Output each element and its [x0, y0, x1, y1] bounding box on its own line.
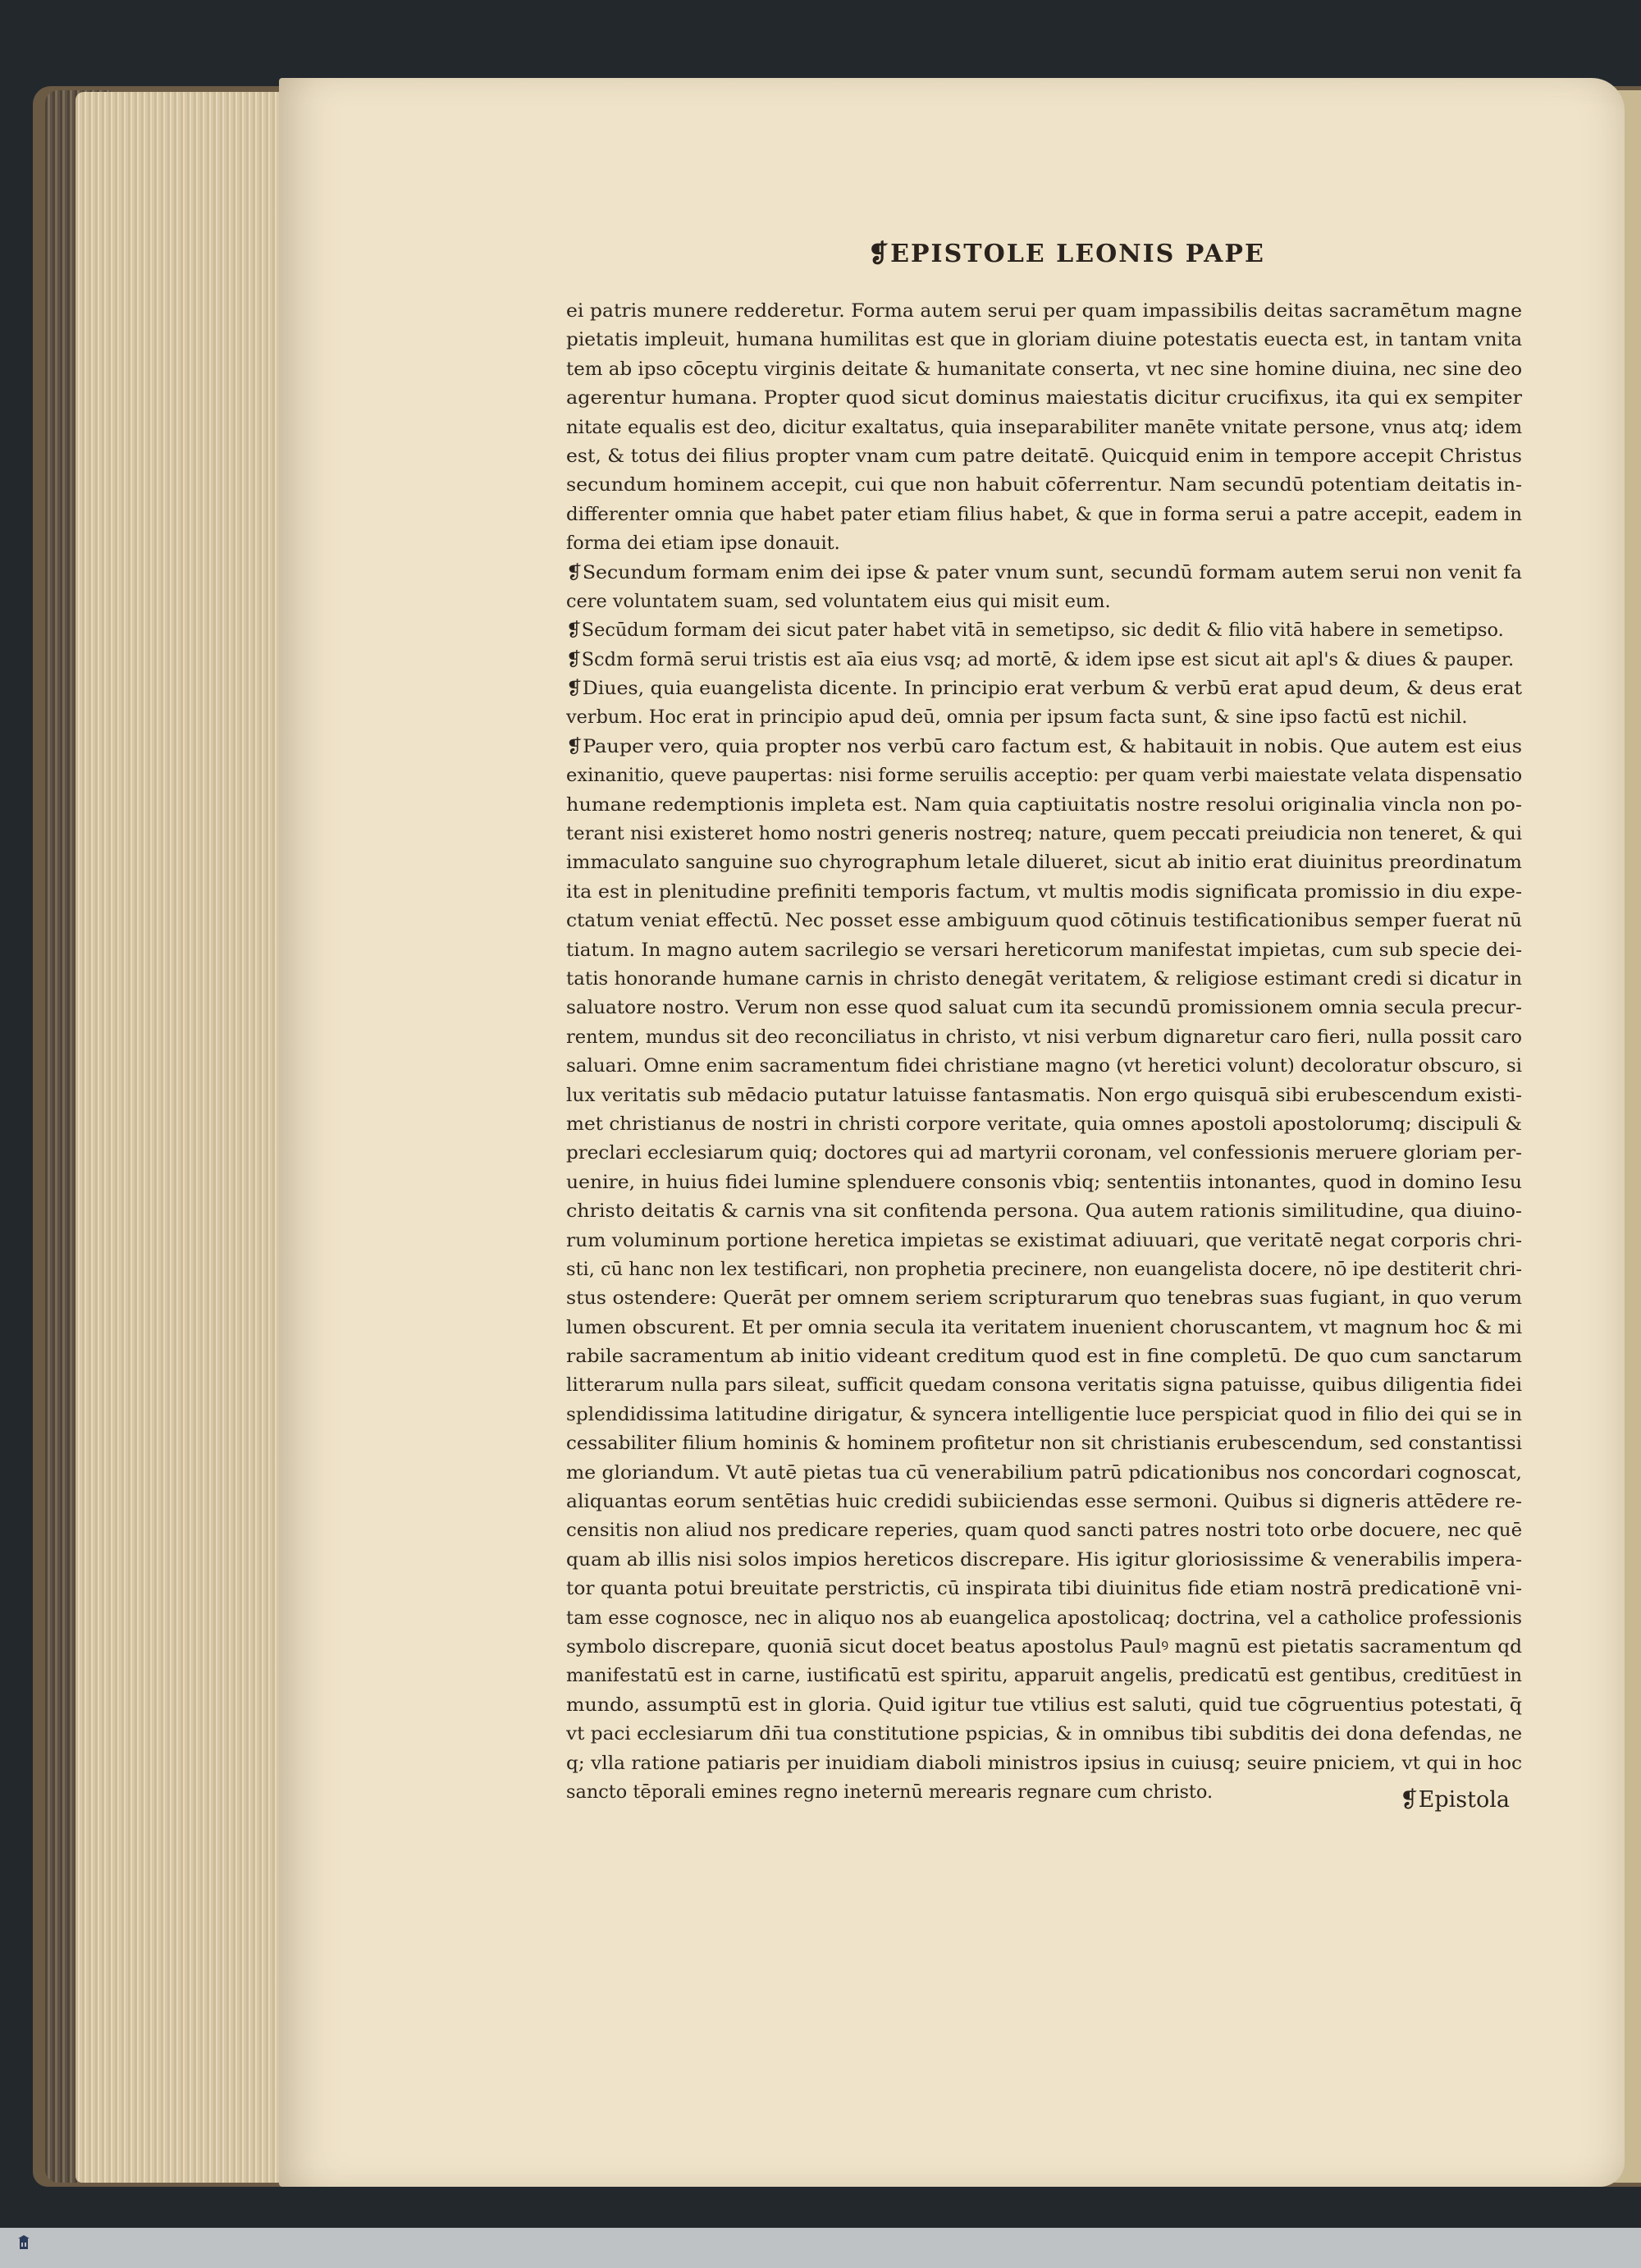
text-line: sancto tēporali emines regno ineternū merearis regnare cum christo. [566, 1781, 1214, 1803]
text-line: christo deitatis & carnis vna sit confitenda persona. Qua autem rationis similitudine, qua diuino- [566, 1200, 1522, 1223]
text-line: met christianus de nostri in christi corpore veritate, quia omnes apostoli apostolorumq; discipuli & [566, 1113, 1522, 1135]
text-line: sti, cū hanc non lex testificari, non prophetia precinere, non euangelista docere, nō ipe destiterit chri- [566, 1258, 1522, 1280]
text-line: lux veritatis sub mēdacio putatur latuisse fantasmatis. Non ergo quisquā sibi erubescendum existi- [566, 1084, 1522, 1106]
text-line: vt paci ecclesiarum dn̄i tua constitutione pspicias, & in omnibus tibi subditis dei dona defendas, ne [566, 1723, 1522, 1745]
text-line: tor quanta potui breuitate perstrictis, cū inspirata tibi diuinitus fide etiam nostrā predicationē vni- [566, 1578, 1522, 1600]
text-line: secundum hominem accepit, cui que non habuit cōferrentur. Nam secundū potentiam deitatis in- [566, 474, 1522, 496]
text-line: rum voluminum portione heretica impietas se existimat adiuuari, que veritatē negat corporis chri- [566, 1229, 1522, 1251]
text-line: mundo, assumptū est in gloria. Quid igitur tue vtilius est saluti, quid tue cōgruentius potestati, q̄ [566, 1694, 1522, 1716]
text-line: agerentur humana. Propter quod sicut dominus maiestatis dicitur crucifixus, ita qui ex sempiter [566, 387, 1522, 409]
text-line: aliquantas eorum sentētias huic credidi subiiciendas esse sermoni. Quibus si digneris attēdere re- [566, 1491, 1522, 1513]
text-line: verbum. Hoc erat in principio apud deū, omnia per ipsum facta sunt, & sine ipso factū est nichil. [566, 706, 1468, 729]
page-stack-edge [75, 92, 287, 2183]
text-line: tatis honorande humane carnis in christo denegāt veritatem, & religiose estimant credi si dicatur in [566, 967, 1522, 990]
text-line: forma dei etiam ipse donauit. [566, 533, 840, 555]
catchword: ❡Epistola [1400, 1787, 1510, 1813]
text-line: humane redemptionis impleta est. Nam quia captiuitatis nostre resolui originalia vincla non po- [566, 793, 1522, 816]
text-line: litterarum nulla pars sileat, sufficit quedam consona veritatis signa patuisse, quibus diligentia fidei [566, 1374, 1522, 1397]
text-line: censitis non aliud nos predicare reperies, quam quod sancti patres nostri toto orbe docuere, nec quē [566, 1520, 1522, 1542]
text-line: ❡Pauper vero, quia propter nos verbū caro factum est, & habitauit in nobis. Que autem est eius [566, 735, 1522, 757]
library-crest-icon [5, 2235, 43, 2265]
text-line: saluatore nostro. Verum non esse quod saluat cum ita secundū promissionem omnia secula precur- [566, 997, 1522, 1019]
text-line: ei patris munere redderetur. Forma autem serui per quam impassibilis deitas sacramētum magne [566, 300, 1522, 322]
text-line: exinanitio, queve paupertas: nisi forme seruilis acceptio: per quam verbi maiestate velata dispensatio [566, 765, 1522, 787]
viewer-footer-bar [0, 2228, 1641, 2268]
text-line: cere voluntatem suam, sed voluntatem eius qui misit eum. [566, 590, 1111, 612]
text-line: ita est in plenitudine prefiniti temporis factum, vt multis modis significata promissio in diu expe- [566, 880, 1522, 903]
text-line: uenire, in huius fidei lumine splenduere consonis vbiq; sententiis intonantes, quod in domino Iesu [566, 1171, 1522, 1193]
text-line: terant nisi existeret homo nostri generis nostreq; nature, quem peccati preiudicia non teneret, & qui [566, 823, 1522, 845]
text-line: preclari ecclesiarum quiq; doctores qui ad martyrii coronam, vel confessionis meruere gloriam per- [566, 1142, 1522, 1164]
text-line: tem ab ipso cōceptu virginis deitate & humanitate conserta, vt nec sine homine diuina, nec sine deo [566, 358, 1522, 380]
text-line: tiatum. In magno autem sacrilegio se versari hereticorum manifestat impietas, cum sub specie dei- [566, 939, 1522, 961]
text-line: saluari. Omne enim sacramentum fidei christiane magno (vt heretici volunt) decoloratur obscuro, si [566, 1055, 1522, 1077]
text-line: tam esse cognosce, nec in aliquo nos ab euangelica apostolicaq; doctrina, vel a catholice professionis [566, 1607, 1522, 1629]
text-line: rentem, mundus sit deo reconciliatus in christo, vt nisi verbum dignaretur caro fieri, nulla possit caro [566, 1026, 1522, 1048]
text-line: differenter omnia que habet pater etiam filius habet, & que in forma serui a patre accepit, eadem in [566, 503, 1522, 525]
text-line: cessabiliter filium hominis & hominem profitetur non sit christianis erubescendum, sed constantissi [566, 1433, 1522, 1455]
text-line: ❡Diues, quia euangelista dicente. In principio erat verbum & verbū erat apud deum, & deus erat [566, 678, 1522, 700]
running-head: ❡EPISTOLE LEONIS PAPE [868, 240, 1265, 268]
text-line: symbolo discrepare, quoniā sicut docet beatus apostolus Paulꝰ magnū est pietatis sacramentum qd [566, 1635, 1522, 1658]
text-line: ❡Secūdum formam dei sicut pater habet vitā in semetipso, sic dedit & filio vitā habere in semetipso. [566, 620, 1504, 642]
text-line: stus ostendere: Querāt per omnem seriem scripturarum quo tenebras suas fugiant, in quo verum [566, 1287, 1522, 1310]
text-line: q; vlla ratione patiaris per inuidiam diaboli ministros ipsius in cuiusq; seuire pniciem, vt qui in hoc [566, 1752, 1522, 1774]
library-crest-graphic [5, 2235, 43, 2253]
text-line: pietatis impleuit, humana humilitas est que in gloriam diuine potestatis euecta est, in tantam vnita [566, 329, 1522, 351]
text-line: ❡Scdm formā serui tristis est aīa eius vsq; ad mortē, & idem ipse est sicut ait apl's & diues & pauper. [566, 648, 1515, 670]
text-line: manifestatū est in carne, iustificatū est spiritu, apparuit angelis, predicatū est gentibus, creditūest in [566, 1665, 1522, 1687]
text-block [566, 297, 1522, 1807]
text-line: quam ab illis nisi solos impios hereticos discrepare. His igitur gloriosissime & venerabilis impera- [566, 1548, 1522, 1571]
text-line: ctatum veniat effectū. Nec posset esse ambiguum quod cōtinuis testificationibus semper fuerat nū [566, 910, 1522, 932]
text-line: ❡Secundum formam enim dei ipse & pater vnum sunt, secundū formam autem serui non venit fa [566, 561, 1522, 583]
text-line: splendidissima latitudine dirigatur, & syncera intelligentie luce perspiciat quod in filio dei qui se in [566, 1403, 1522, 1425]
text-line: lumen obscurent. Et per omnia secula ita veritatem inuenient choruscantem, vt magnum hoc & mi [566, 1316, 1522, 1338]
text-line: me gloriandum. Vt autē pietas tua cū venerabilium patrū pdicationibus nos concordari cognoscat, [566, 1461, 1522, 1484]
text-line: est, & totus dei filius propter vnam cum patre deitatē. Quicquid enim in tempore accepit Christus [566, 445, 1522, 467]
text-line: nitate equalis est deo, dicitur exaltatus, quia inseparabiliter manēte vnitate persone, vnus atq; idem [566, 416, 1522, 438]
text-line: rabile sacramentum ab initio videant creditum quod est in fine completū. De quo cum sanctarum [566, 1346, 1522, 1368]
text-line: immaculato sanguine suo chyrographum letale dilueret, sicut ab initio erat diuinitus preordinatum [566, 852, 1522, 874]
